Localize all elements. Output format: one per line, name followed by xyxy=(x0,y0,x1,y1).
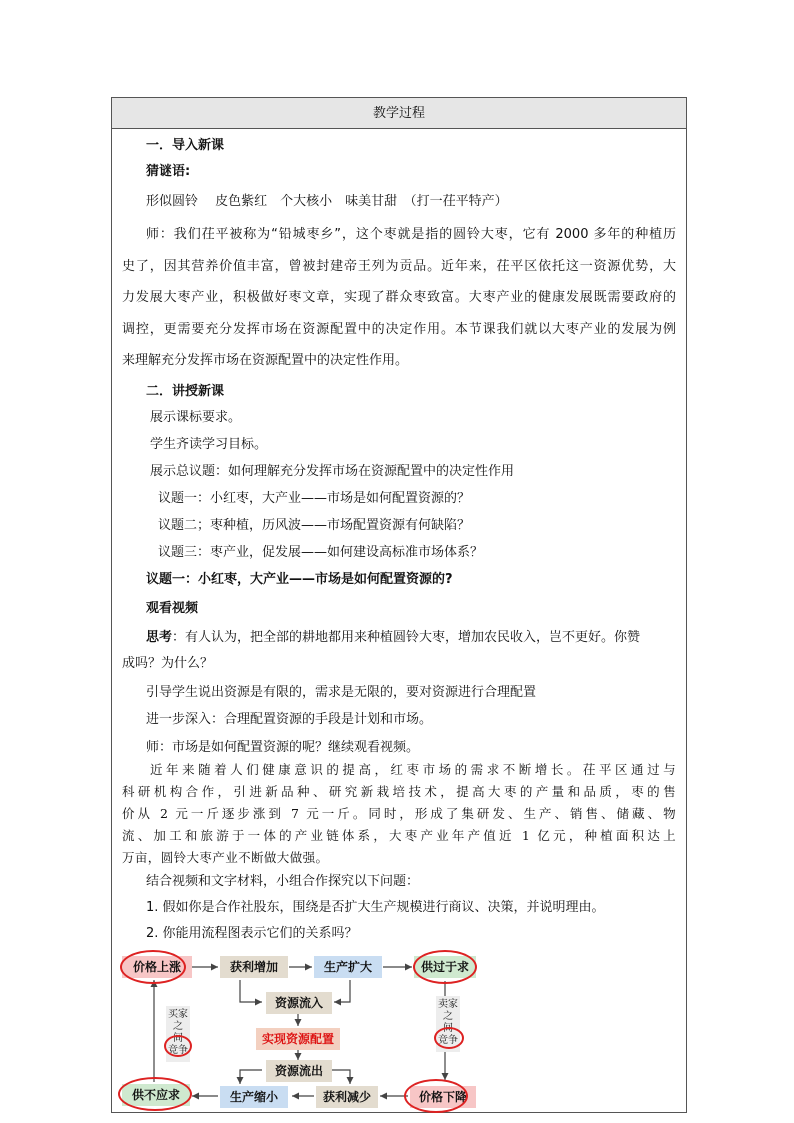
circle-price-down xyxy=(404,1079,468,1113)
deepen-line: 进一步深入：合理配置资源的手段是计划和市场。 xyxy=(146,712,433,727)
node-profit-down: 获利减少 xyxy=(316,1086,378,1108)
buyer-char-4: 间 xyxy=(173,1033,183,1044)
circle-buyer-competition xyxy=(164,1035,192,1057)
circle-price-up xyxy=(120,950,186,984)
arrow-outflow-to-profitdown xyxy=(330,1070,350,1084)
material-line-2: 科研机构合作，引进新品种、研究新栽培技术，提高大枣的产量和品质，枣的售 xyxy=(122,784,676,799)
material-line-1: 近年来随着人们健康意识的提高，红枣市场的需求不断增长。茌平区通过与 xyxy=(150,762,676,777)
circle-seller-competition xyxy=(434,1027,464,1049)
section2-line-3: 展示总议题：如何理解充分发挥市场在资源配置中的决定性作用 xyxy=(150,464,515,479)
section2-line-1: 展示课标要求。 xyxy=(150,410,242,425)
buyer-char-2: 家 xyxy=(178,1009,188,1020)
think-label: 思考 xyxy=(146,630,173,645)
node-price-down: 价格下降 xyxy=(410,1086,476,1108)
intro-line-4: 调控，更需要充分发挥市场在资源配置中的决定作用。本节课我们就以大枣产业的发展为例 xyxy=(122,322,676,337)
buyer-char-6: 争 xyxy=(178,1045,188,1056)
node-oversupply: 供过于求 xyxy=(414,956,476,978)
teacher-question: 师：市场是如何配置资源的呢？继续观看视频。 xyxy=(146,740,420,755)
question-2: 2. 你能用流程图表示它们的关系吗？ xyxy=(146,926,358,941)
arrow-profit-to-inflow xyxy=(240,980,262,1002)
arrow-outflow-to-productiondown xyxy=(240,1070,262,1084)
node-profit-up: 获利增加 xyxy=(220,956,288,978)
node-allocation: 实现资源配置 xyxy=(256,1028,340,1050)
seller-char-6: 争 xyxy=(448,1035,458,1046)
seller-char-1: 卖 xyxy=(438,999,448,1010)
buyer-char-5: 竞 xyxy=(168,1045,178,1056)
guide-line: 引导学生说出资源是有限的，需求是无限的，要对资源进行合理配置 xyxy=(146,685,537,700)
intro-line-5: 来理解充分发挥市场在资源配置中的决定性作用。 xyxy=(122,353,409,368)
node-price-up: 价格上涨 xyxy=(122,956,192,978)
node-inflow: 资源流入 xyxy=(266,992,332,1014)
seller-char-3: 之 xyxy=(443,1011,453,1022)
group-task: 结合视频和文字材料，小组合作探究以下问题： xyxy=(146,874,420,889)
seller-char-5: 竞 xyxy=(438,1035,448,1046)
think-line-2: 成吗？为什么？ xyxy=(122,656,214,671)
section2-line-2: 学生齐读学习目标。 xyxy=(150,437,268,452)
node-production-up: 生产扩大 xyxy=(314,956,382,978)
question-1: 1. 假如你是合作社股东，围绕是否扩大生产规模进行商议、决策，并说明理由。 xyxy=(146,900,605,915)
section2-line-4: 议题一：小红枣，大产业——市场是如何配置资源的？ xyxy=(158,491,471,506)
node-outflow: 资源流出 xyxy=(266,1060,332,1082)
think-text-1: ：有人认为，把全部的耕地都用来种植圆铃大枣，增加农民收入，岂不更好。你赞 xyxy=(172,630,641,645)
material-line-4: 流、加工和旅游于一体的产业链体系，大枣产业年产值近 1 亿元，种植面积达上 xyxy=(122,828,676,843)
intro-line-3: 力发展大枣产业，积极做好枣文章，实现了群众枣致富。大枣产业的健康发展既需要政府的 xyxy=(122,290,676,305)
seller-char-4: 间 xyxy=(443,1023,453,1034)
section1-title: 一．导入新课 xyxy=(146,138,225,153)
material-line-5: 万亩，圆铃大枣产业不断做大做强。 xyxy=(122,850,329,865)
buyer-char-1: 买 xyxy=(168,1009,178,1020)
node-production-down: 生产缩小 xyxy=(220,1086,288,1108)
node-undersupply: 供不应求 xyxy=(122,1084,190,1106)
intro-line-2: 史了，因其营养价值丰富，曾被封建帝王列为贡品。近年来，茌平区依托这一资源优势，大 xyxy=(122,259,676,274)
arrow-production-to-inflow xyxy=(334,980,350,1002)
seller-char-2: 家 xyxy=(448,999,458,1010)
material-line-3: 价从 2 元一斤逐步涨到 7 元一斤。同时，形成了集研发、生产、销售、储藏、物 xyxy=(122,806,676,821)
table-header: 教学过程 xyxy=(112,98,686,129)
section2-line-6: 议题三：枣产业，促发展——如何建设高标准市场体系？ xyxy=(158,545,484,560)
riddle-label: 猜谜语: xyxy=(146,164,191,179)
video-label: 观看视频 xyxy=(146,601,199,616)
topic1-title: 议题一：小红枣，大产业——市场是如何配置资源的? xyxy=(146,572,453,587)
riddle-text: 形似圆铃 皮色紫红 个大核小 味美甘甜 （打一茌平特产） xyxy=(146,194,508,209)
buyer-char-3: 之 xyxy=(173,1021,183,1032)
intro-line-1: 师：我们茌平被称为“铅城枣乡”，这个枣就是指的圆铃大枣，它有 2000 多年的种植历 xyxy=(146,227,676,242)
circle-oversupply xyxy=(413,950,477,984)
section2-line-5: 议题二；枣种植，历风波——市场配置资源有何缺陷？ xyxy=(158,518,471,533)
circle-undersupply xyxy=(118,1077,192,1111)
section2-title: 二．讲授新课 xyxy=(146,384,225,399)
